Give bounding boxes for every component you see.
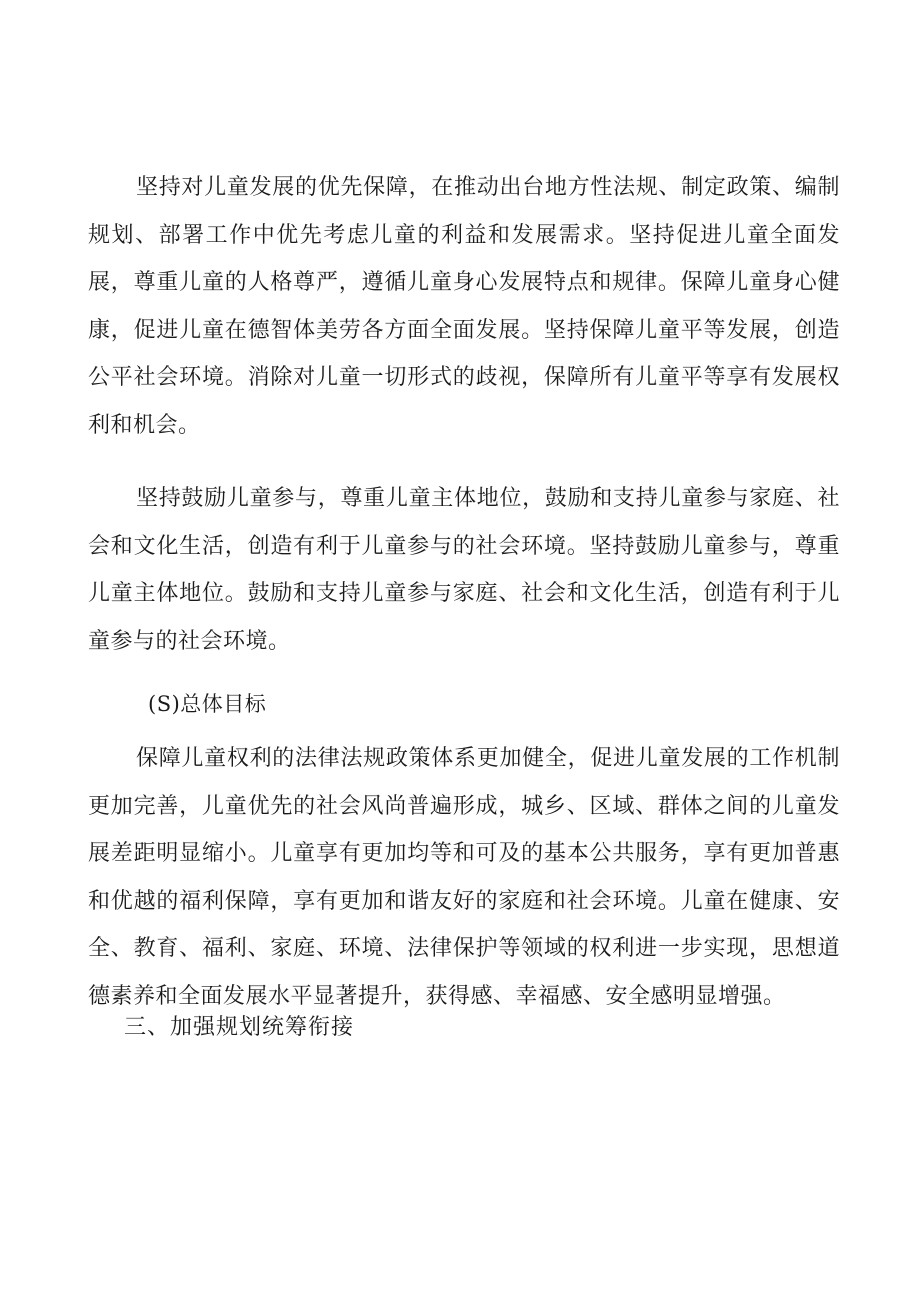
section-heading: 三、加强规划统筹衔接 — [124, 1015, 355, 1040]
subheading-overall-goal: (S)总体目标 — [148, 692, 267, 716]
paragraph-child-participation: 坚持鼓励儿童参与，尊重儿童主体地位，鼓励和支持儿童参与家庭、社会和文化生活，创造有利于儿童参与的社会环境。坚持鼓励儿童参与，尊重儿童主体地位。鼓励和支持儿童参与家庭、社会和文化生活，创造有利于儿童参与的社会环境。 — [88, 486, 840, 654]
paragraph-overall-goal: 保障儿童权利的法律法规政策体系更加健全，促进儿童发展的工作机制更加完善，儿童优先的社会风尚普遍形成，城乡、区域、群体之间的儿童发展差距明显缩小。儿童享有更加均等和可及的基本公共服务，享有更加普惠和优越的福利保障，享有更加和谐友好的家庭和社会环境。儿童在健康、安全、教育、福利、家庭、环境、法律保护等领域的权利进一步实现，思想道德素养和全面发展水平显著提升，获得感、幸福感、安全感明显增强。 — [88, 746, 840, 1009]
paragraph-child-priority: 坚持对儿童发展的优先保障，在推动出台地方性法规、制定政策、编制规划、部署工作中优先考虑儿童的利益和发展需求。坚持促进儿童全面发展，尊重儿童的人格尊严，遵循儿童身心发展特点和规律。保障儿童身心健康，促进儿童在德智体美劳各方面全面发展。坚持保障儿童平等发展，创造公平社会环境。消除对儿童一切形式的歧视，保障所有儿童平等享有发展权利和机会。 — [88, 175, 840, 438]
